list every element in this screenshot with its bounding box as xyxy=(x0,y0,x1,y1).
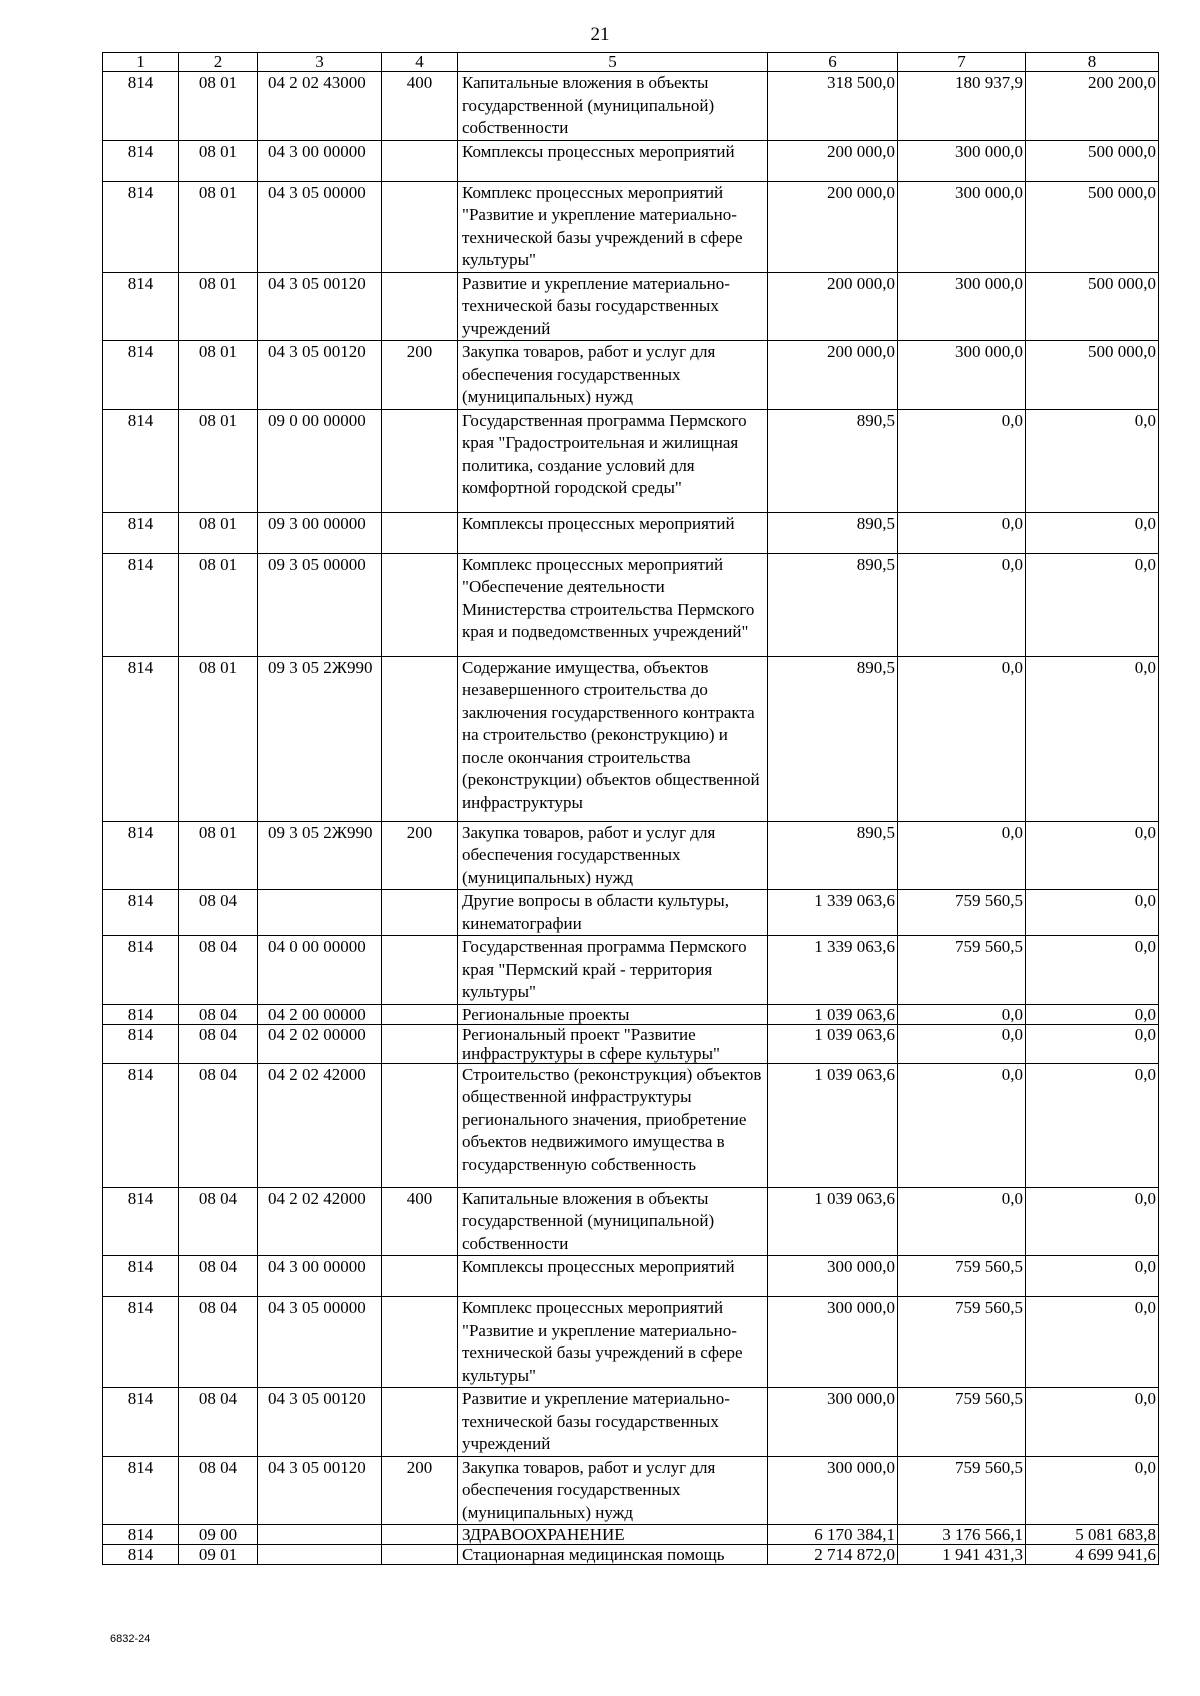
description-cell: Государственная программа Пермского края "Пермский край - территория культуры" xyxy=(458,936,768,1005)
amount-col6-cell: 890,5 xyxy=(768,553,898,656)
admin-code-cell: 814 xyxy=(103,341,179,410)
admin-code-cell: 814 xyxy=(103,272,179,341)
section-code-cell: 08 01 xyxy=(179,72,258,141)
header-cell: 2 xyxy=(179,53,258,72)
expense-type-cell xyxy=(382,1063,458,1187)
section-code-cell: 09 00 xyxy=(179,1525,258,1545)
amount-col7-cell: 759 560,5 xyxy=(898,1456,1026,1525)
section-code-cell: 08 04 xyxy=(179,1063,258,1187)
expense-type-cell xyxy=(382,272,458,341)
amount-col8-cell: 0,0 xyxy=(1026,890,1159,936)
amount-col8-cell: 0,0 xyxy=(1026,936,1159,1005)
expense-type-cell xyxy=(382,656,458,821)
table-row xyxy=(103,72,1159,141)
description-cell: Закупка товаров, работ и услуг для обеспечения государственных (муниципальных) нужд xyxy=(458,1456,768,1525)
target-article-cell xyxy=(258,1525,382,1545)
header-cell: 3 xyxy=(258,53,382,72)
amount-col8-cell: 5 081 683,8 xyxy=(1026,1525,1159,1545)
amount-col7-cell: 1 941 431,3 xyxy=(898,1545,1026,1565)
amount-col7-cell: 0,0 xyxy=(898,1024,1026,1063)
section-code-cell: 09 01 xyxy=(179,1545,258,1565)
amount-col6-cell: 890,5 xyxy=(768,821,898,890)
amount-col8-cell: 500 000,0 xyxy=(1026,140,1159,181)
target-article-cell: 04 0 00 00000 xyxy=(258,936,382,1005)
table-row xyxy=(103,341,1159,410)
section-code-cell: 08 01 xyxy=(179,341,258,410)
amount-col8-cell: 500 000,0 xyxy=(1026,272,1159,341)
header-cell: 4 xyxy=(382,53,458,72)
amount-col7-cell: 759 560,5 xyxy=(898,1388,1026,1457)
table-row xyxy=(103,181,1159,272)
expense-type-cell xyxy=(382,512,458,553)
description-cell: Капитальные вложения в объекты государственной (муниципальной) собственности xyxy=(458,72,768,141)
admin-code-cell: 814 xyxy=(103,1256,179,1297)
amount-col7-cell: 0,0 xyxy=(898,512,1026,553)
expense-type-cell xyxy=(382,1388,458,1457)
section-code-cell: 08 04 xyxy=(179,890,258,936)
description-cell: Комплексы процессных мероприятий xyxy=(458,512,768,553)
target-article-cell: 04 2 00 00000 xyxy=(258,1004,382,1024)
description-cell: Другие вопросы в области культуры, кинематографии xyxy=(458,890,768,936)
amount-col6-cell: 1 039 063,6 xyxy=(768,1004,898,1024)
table-row xyxy=(103,890,1159,936)
amount-col8-cell: 0,0 xyxy=(1026,1456,1159,1525)
table-row xyxy=(103,1388,1159,1457)
admin-code-cell: 814 xyxy=(103,1297,179,1388)
section-code-cell: 08 04 xyxy=(179,936,258,1005)
admin-code-cell: 814 xyxy=(103,1187,179,1256)
amount-col6-cell: 200 000,0 xyxy=(768,140,898,181)
expense-type-cell xyxy=(382,1024,458,1063)
amount-col8-cell: 0,0 xyxy=(1026,1024,1159,1063)
section-code-cell: 08 04 xyxy=(179,1187,258,1256)
expense-type-cell xyxy=(382,140,458,181)
table-row xyxy=(103,1004,1159,1024)
description-cell: Содержание имущества, объектов незавершенного строительства до заключения государственного контракта на строительство (реконструкцию) и после окончания строительства (реконструкции) объектов общественной инфраструктуры xyxy=(458,656,768,821)
page-number: 21 xyxy=(590,24,610,45)
target-article-cell: 04 2 02 00000 xyxy=(258,1024,382,1063)
description-cell: Комплексы процессных мероприятий xyxy=(458,1256,768,1297)
description-cell: Стационарная медицинская помощь xyxy=(458,1545,768,1565)
description-cell: Комплекс процессных мероприятий "Развитие и укрепление материально-технической базы учреждений в сфере культуры" xyxy=(458,181,768,272)
description-cell: Комплексы процессных мероприятий xyxy=(458,140,768,181)
amount-col8-cell: 0,0 xyxy=(1026,1187,1159,1256)
amount-col8-cell: 0,0 xyxy=(1026,1297,1159,1388)
expense-type-cell xyxy=(382,1256,458,1297)
amount-col6-cell: 890,5 xyxy=(768,656,898,821)
amount-col8-cell: 500 000,0 xyxy=(1026,181,1159,272)
description-cell: Развитие и укрепление материально-технической базы государственных учреждений xyxy=(458,272,768,341)
admin-code-cell: 814 xyxy=(103,553,179,656)
amount-col6-cell: 890,5 xyxy=(768,512,898,553)
section-code-cell: 08 04 xyxy=(179,1297,258,1388)
expense-type-cell xyxy=(382,1297,458,1388)
expense-type-cell: 200 xyxy=(382,341,458,410)
section-code-cell: 08 01 xyxy=(179,272,258,341)
amount-col6-cell: 300 000,0 xyxy=(768,1388,898,1457)
description-cell: Закупка товаров, работ и услуг для обеспечения государственных (муниципальных) нужд xyxy=(458,821,768,890)
amount-col6-cell: 1 339 063,6 xyxy=(768,890,898,936)
amount-col7-cell: 300 000,0 xyxy=(898,140,1026,181)
table-row xyxy=(103,656,1159,821)
amount-col6-cell: 890,5 xyxy=(768,409,898,512)
expense-type-cell xyxy=(382,1545,458,1565)
description-cell: Развитие и укрепление материально-технической базы государственных учреждений xyxy=(458,1388,768,1457)
description-cell: Комплекс процессных мероприятий "Обеспечение деятельности Министерства строительства Пермского края и подведомственных учреждений" xyxy=(458,553,768,656)
section-code-cell: 08 01 xyxy=(179,512,258,553)
section-code-cell: 08 04 xyxy=(179,1388,258,1457)
table-row xyxy=(103,1525,1159,1545)
header-cell: 7 xyxy=(898,53,1026,72)
table-row xyxy=(103,1297,1159,1388)
target-article-cell xyxy=(258,890,382,936)
expense-type-cell xyxy=(382,936,458,1005)
section-code-cell: 08 01 xyxy=(179,821,258,890)
amount-col7-cell: 0,0 xyxy=(898,1004,1026,1024)
table-header-row xyxy=(103,53,1159,72)
amount-col7-cell: 0,0 xyxy=(898,1187,1026,1256)
description-cell: Государственная программа Пермского края "Градостроительная и жилищная политика, создание условий для комфортной городской среды" xyxy=(458,409,768,512)
description-cell: Капитальные вложения в объекты государственной (муниципальной) собственности xyxy=(458,1187,768,1256)
description-cell: Строительство (реконструкция) объектов общественной инфраструктуры регионального значения, приобретение объектов недвижимого имущества в государственную собственность xyxy=(458,1063,768,1187)
table-row xyxy=(103,1024,1159,1063)
amount-col6-cell: 1 039 063,6 xyxy=(768,1187,898,1256)
expense-type-cell: 200 xyxy=(382,821,458,890)
amount-col7-cell: 180 937,9 xyxy=(898,72,1026,141)
amount-col8-cell: 0,0 xyxy=(1026,1388,1159,1457)
table-row xyxy=(103,1187,1159,1256)
amount-col7-cell: 759 560,5 xyxy=(898,1256,1026,1297)
section-code-cell: 08 01 xyxy=(179,140,258,181)
amount-col7-cell: 0,0 xyxy=(898,656,1026,821)
amount-col7-cell: 3 176 566,1 xyxy=(898,1525,1026,1545)
header-cell: 8 xyxy=(1026,53,1159,72)
admin-code-cell: 814 xyxy=(103,1024,179,1063)
amount-col6-cell: 300 000,0 xyxy=(768,1297,898,1388)
admin-code-cell: 814 xyxy=(103,1456,179,1525)
amount-col8-cell: 0,0 xyxy=(1026,821,1159,890)
target-article-cell: 09 3 05 2Ж990 xyxy=(258,656,382,821)
expense-type-cell xyxy=(382,1525,458,1545)
target-article-cell: 04 3 05 00000 xyxy=(258,181,382,272)
amount-col7-cell: 300 000,0 xyxy=(898,341,1026,410)
amount-col6-cell: 1 039 063,6 xyxy=(768,1024,898,1063)
amount-col8-cell: 4 699 941,6 xyxy=(1026,1545,1159,1565)
amount-col6-cell: 200 000,0 xyxy=(768,181,898,272)
amount-col7-cell: 0,0 xyxy=(898,409,1026,512)
expense-type-cell xyxy=(382,890,458,936)
admin-code-cell: 814 xyxy=(103,821,179,890)
amount-col8-cell: 0,0 xyxy=(1026,512,1159,553)
target-article-cell: 09 3 00 00000 xyxy=(258,512,382,553)
section-code-cell: 08 04 xyxy=(179,1004,258,1024)
table-row xyxy=(103,1063,1159,1187)
amount-col7-cell: 300 000,0 xyxy=(898,272,1026,341)
budget-table xyxy=(102,52,1159,1565)
target-article-cell: 09 3 05 00000 xyxy=(258,553,382,656)
amount-col7-cell: 300 000,0 xyxy=(898,181,1026,272)
target-article-cell: 04 3 00 00000 xyxy=(258,1256,382,1297)
section-code-cell: 08 04 xyxy=(179,1024,258,1063)
table-row xyxy=(103,1545,1159,1565)
target-article-cell xyxy=(258,1545,382,1565)
target-article-cell: 04 3 05 00000 xyxy=(258,1297,382,1388)
expense-type-cell: 400 xyxy=(382,72,458,141)
section-code-cell: 08 01 xyxy=(179,553,258,656)
target-article-cell: 09 3 05 2Ж990 xyxy=(258,821,382,890)
table-row xyxy=(103,553,1159,656)
description-cell: Региональный проект "Развитие инфраструктуры в сфере культуры" xyxy=(458,1024,768,1063)
target-article-cell: 04 2 02 42000 xyxy=(258,1063,382,1187)
amount-col7-cell: 0,0 xyxy=(898,1063,1026,1187)
header-cell: 1 xyxy=(103,53,179,72)
header-cell: 6 xyxy=(768,53,898,72)
target-article-cell: 09 0 00 00000 xyxy=(258,409,382,512)
section-code-cell: 08 01 xyxy=(179,181,258,272)
expense-type-cell xyxy=(382,1004,458,1024)
amount-col6-cell: 200 000,0 xyxy=(768,272,898,341)
amount-col7-cell: 0,0 xyxy=(898,553,1026,656)
table-row xyxy=(103,821,1159,890)
amount-col6-cell: 2 714 872,0 xyxy=(768,1545,898,1565)
expense-type-cell xyxy=(382,553,458,656)
description-cell: Региональные проекты xyxy=(458,1004,768,1024)
amount-col8-cell: 0,0 xyxy=(1026,409,1159,512)
amount-col8-cell: 0,0 xyxy=(1026,1004,1159,1024)
admin-code-cell: 814 xyxy=(103,1004,179,1024)
expense-type-cell: 200 xyxy=(382,1456,458,1525)
table-row xyxy=(103,1456,1159,1525)
admin-code-cell: 814 xyxy=(103,890,179,936)
expense-type-cell: 400 xyxy=(382,1187,458,1256)
admin-code-cell: 814 xyxy=(103,512,179,553)
document-code: 6832-24 xyxy=(110,1633,151,1645)
target-article-cell: 04 3 00 00000 xyxy=(258,140,382,181)
description-cell: Закупка товаров, работ и услуг для обеспечения государственных (муниципальных) нужд xyxy=(458,341,768,410)
table-row xyxy=(103,140,1159,181)
amount-col8-cell: 200 200,0 xyxy=(1026,72,1159,141)
header-cell: 5 xyxy=(458,53,768,72)
admin-code-cell: 814 xyxy=(103,181,179,272)
section-code-cell: 08 01 xyxy=(179,409,258,512)
table-row xyxy=(103,272,1159,341)
admin-code-cell: 814 xyxy=(103,1525,179,1545)
amount-col7-cell: 0,0 xyxy=(898,821,1026,890)
admin-code-cell: 814 xyxy=(103,140,179,181)
amount-col7-cell: 759 560,5 xyxy=(898,1297,1026,1388)
expense-type-cell xyxy=(382,181,458,272)
admin-code-cell: 814 xyxy=(103,936,179,1005)
amount-col6-cell: 318 500,0 xyxy=(768,72,898,141)
table-row xyxy=(103,512,1159,553)
expense-type-cell xyxy=(382,409,458,512)
table-row xyxy=(103,936,1159,1005)
table-row xyxy=(103,1256,1159,1297)
amount-col7-cell: 759 560,5 xyxy=(898,890,1026,936)
section-code-cell: 08 04 xyxy=(179,1256,258,1297)
amount-col8-cell: 0,0 xyxy=(1026,553,1159,656)
description-cell: Комплекс процессных мероприятий "Развитие и укрепление материально-технической базы учреждений в сфере культуры" xyxy=(458,1297,768,1388)
amount-col6-cell: 6 170 384,1 xyxy=(768,1525,898,1545)
target-article-cell: 04 3 05 00120 xyxy=(258,341,382,410)
target-article-cell: 04 3 05 00120 xyxy=(258,1456,382,1525)
section-code-cell: 08 01 xyxy=(179,656,258,821)
admin-code-cell: 814 xyxy=(103,1063,179,1187)
target-article-cell: 04 2 02 42000 xyxy=(258,1187,382,1256)
amount-col6-cell: 1 039 063,6 xyxy=(768,1063,898,1187)
amount-col6-cell: 1 339 063,6 xyxy=(768,936,898,1005)
amount-col7-cell: 759 560,5 xyxy=(898,936,1026,1005)
target-article-cell: 04 3 05 00120 xyxy=(258,272,382,341)
table-row xyxy=(103,409,1159,512)
description-cell: ЗДРАВООХРАНЕНИЕ xyxy=(458,1525,768,1545)
amount-col8-cell: 0,0 xyxy=(1026,656,1159,821)
amount-col8-cell: 500 000,0 xyxy=(1026,341,1159,410)
admin-code-cell: 814 xyxy=(103,1388,179,1457)
admin-code-cell: 814 xyxy=(103,656,179,821)
target-article-cell: 04 3 05 00120 xyxy=(258,1388,382,1457)
amount-col8-cell: 0,0 xyxy=(1026,1256,1159,1297)
admin-code-cell: 814 xyxy=(103,1545,179,1565)
amount-col6-cell: 200 000,0 xyxy=(768,341,898,410)
amount-col6-cell: 300 000,0 xyxy=(768,1256,898,1297)
admin-code-cell: 814 xyxy=(103,72,179,141)
target-article-cell: 04 2 02 43000 xyxy=(258,72,382,141)
admin-code-cell: 814 xyxy=(103,409,179,512)
amount-col6-cell: 300 000,0 xyxy=(768,1456,898,1525)
section-code-cell: 08 04 xyxy=(179,1456,258,1525)
amount-col8-cell: 0,0 xyxy=(1026,1063,1159,1187)
